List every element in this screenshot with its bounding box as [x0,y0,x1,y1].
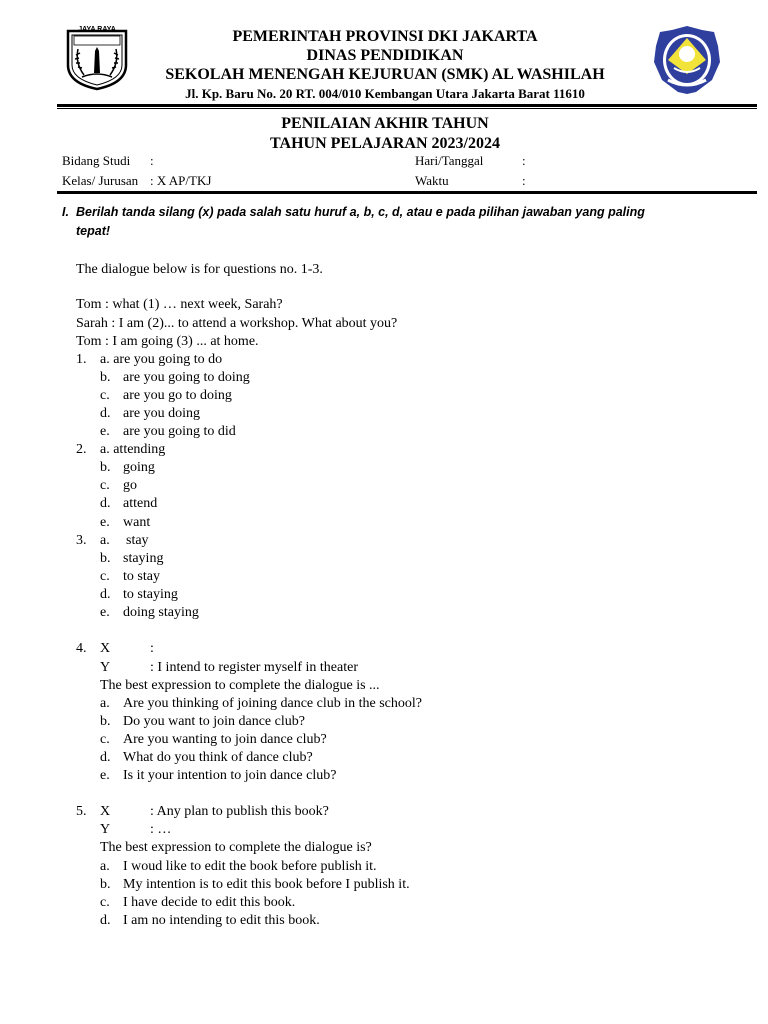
speaker-y-line: : I intend to register myself in theater [150,660,358,675]
speaker-y: Y [100,660,111,675]
question-number: 5. [76,804,87,819]
option-letter: b. [100,714,111,729]
question-number: 1. [76,352,87,367]
option-text: doing staying [123,605,199,620]
option-text: attend [123,496,158,511]
speaker-x: X [100,641,111,656]
option-text: are you doing [123,406,200,421]
option-letter: d. [100,496,111,511]
option-text: a. are you going to do [100,352,223,367]
speaker-x: X [100,804,111,819]
option-text: I have decide to edit this book. [123,895,296,910]
question-prompt: The best expression to complete the dialogue is ... [100,678,380,693]
option-letter: c. [100,478,110,493]
dialogue-line: Tom : what (1) … next week, Sarah? [76,297,283,312]
option-text: My intention is to edit this book before I publish it. [123,877,410,892]
kelas-label: Kelas/ Jurusan [62,173,139,188]
dialogue-line: Sarah : I am (2)... to attend a workshop. What about you? [76,316,398,331]
option-letter: d. [100,750,111,765]
exam-year: TAHUN PELAJARAN 2023/2024 [270,135,500,152]
option-text: to staying [123,587,178,602]
question-number: 2. [76,442,87,457]
option-text: a. attending [100,442,166,457]
option-text: want [123,515,151,530]
speaker-x-line: : [150,641,154,656]
option-text: I am no intending to edit this book. [123,913,320,928]
option-letter: a. [100,533,110,548]
question-number: 3. [76,533,87,548]
option-text: staying [123,551,164,566]
logo-caption: JAYA RAYA [78,26,116,33]
option-letter: b. [100,551,111,566]
option-text: What do you think of dance club? [123,750,313,765]
option-text: Are you thinking of joining dance club in the school? [123,696,422,711]
speaker-y-line: : … [150,822,172,837]
option-letter: d. [100,587,111,602]
option-text: to stay [123,569,160,584]
option-text: are you going to did [123,424,236,439]
speaker-x-line: : Any plan to publish this book? [150,804,329,819]
option-letter: e. [100,515,110,530]
option-text: are you going to doing [123,370,250,385]
option-letter: d. [100,406,111,421]
jakarta-logo [64,25,130,91]
option-letter: b. [100,877,111,892]
instruction-number: I. [62,205,69,219]
school-emblem [652,24,722,96]
meta-rule [57,191,757,194]
option-text: go [123,478,137,493]
option-text: I woud like to edit the book before publish it. [123,859,377,874]
option-text: going [123,460,155,475]
hari-label: Hari/Tanggal [415,153,484,168]
school-name: SEKOLAH MENENGAH KEJURUAN (SMK) AL WASHILAH [165,66,605,83]
dialogue-line: Tom : I am going (3) ... at home. [76,334,259,349]
waktu-value: : [522,173,526,188]
instruction-text: Berilah tanda silang (x) pada salah satu huruf a, b, c, d, atau e pada pilihan jawaban yang paling tepat! [76,205,645,238]
school-address: Jl. Kp. Baru No. 20 RT. 004/010 Kembangan Utara Jakarta Barat 11610 [185,86,585,101]
option-letter: a. [100,696,110,711]
option-letter: c. [100,569,110,584]
header-rule [57,104,757,107]
bidang-label: Bidang Studi [62,153,131,168]
header-rule-thin [57,108,757,109]
option-letter: c. [100,895,110,910]
kelas-value: : X AP/TKJ [150,173,212,188]
option-text: Do you want to join dance club? [123,714,305,729]
option-letter: a. [100,859,110,874]
hari-value: : [522,153,526,168]
option-text: are you go to doing [123,388,232,403]
question-number: 4. [76,641,87,656]
option-letter: e. [100,768,110,783]
option-text: Are you wanting to join dance club? [123,732,327,747]
option-letter: d. [100,913,111,928]
question-prompt: The best expression to complete the dialogue is? [100,840,372,855]
option-text: Is it your intention to join dance club? [123,768,337,783]
option-letter: c. [100,388,110,403]
dept-name: DINAS PENDIDIKAN [306,47,464,64]
speaker-y: Y [100,822,111,837]
option-letter: c. [100,732,110,747]
instruction [62,203,682,241]
exam-title: PENILAIAN AKHIR TAHUN [281,115,489,132]
bidang-value: : [150,153,154,168]
option-letter: b. [100,460,111,475]
dialogue-intro: The dialogue below is for questions no. 1-3. [76,262,323,277]
option-letter: b. [100,370,111,385]
gov-name: PEMERINTAH PROVINSI DKI JAKARTA [232,28,538,45]
waktu-label: Waktu [415,173,449,188]
option-text: stay [126,533,149,548]
option-letter: e. [100,424,110,439]
option-letter: e. [100,605,110,620]
